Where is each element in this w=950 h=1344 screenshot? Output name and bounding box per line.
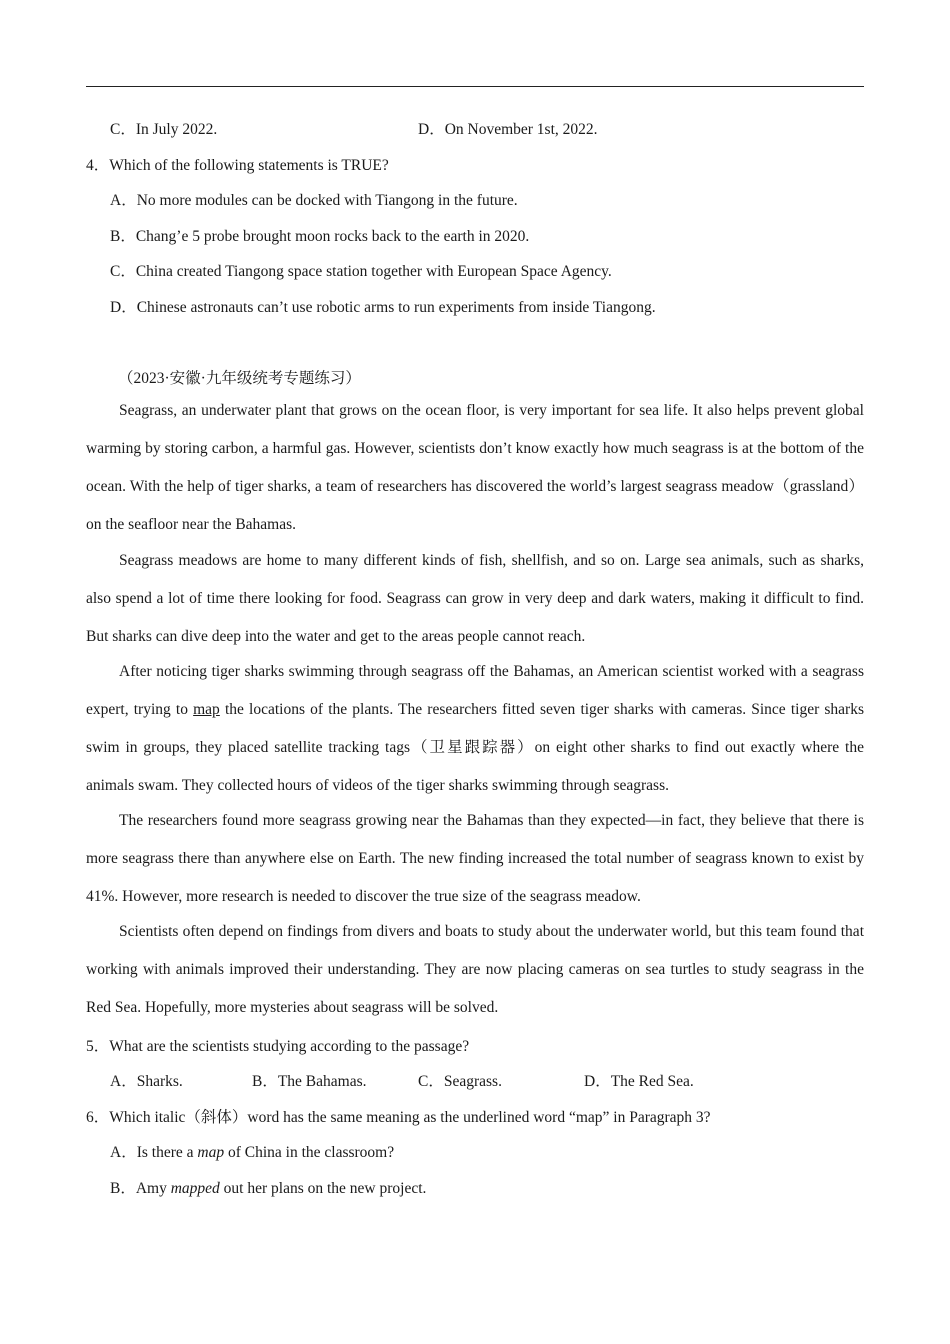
passage-source: （2023·安徽·九年级统考专题练习） <box>118 370 361 387</box>
q6-a-before: A．Is there a <box>110 1144 198 1161</box>
header-rule <box>86 86 864 87</box>
q4-option-c: C．China created Tiangong space station together with European Space Agency. <box>110 263 612 280</box>
q3-option-d: D．On November 1st, 2022. <box>418 121 598 138</box>
q6-b-italic-word: mapped <box>170 1180 220 1197</box>
p3-text-before: After noticing tiger sharks swimming through seagrass off the Bahamas, an American scientist worked with a seagrass expert, trying to <box>86 663 864 718</box>
q6-b-after: out her plans on the new project. <box>219 1180 427 1197</box>
q5-question: 5．What are the scientists studying according to the passage? <box>86 1038 470 1055</box>
q4-option-d: D．Chinese astronauts can’t use robotic arms to run experiments from inside Tiangong. <box>110 299 656 316</box>
q6-b-before: B．Amy <box>110 1180 171 1197</box>
underlined-word-map: map <box>193 701 220 718</box>
q3-option-c: C．In July 2022. <box>110 121 218 138</box>
passage-paragraph-4: The researchers found more seagrass growing near the Bahamas than they expected—in fact, they believe that there is more seagrass there than anywhere else on Earth. The new finding increased the total number of seagrass known to exist by 41%. However, more research is needed to discover the true size of the seagrass meadow. <box>86 812 864 905</box>
q4-question: 4．Which of the following statements is TRUE? <box>86 157 389 174</box>
q5-option-a: A．Sharks. <box>110 1073 183 1090</box>
q6-a-italic-word: map <box>197 1144 225 1161</box>
q6-option-b <box>110 1176 888 1198</box>
q4-option-b: B．Chang’e 5 probe brought moon rocks back to the earth in 2020. <box>110 228 530 245</box>
q6-option-a <box>110 1140 888 1162</box>
passage-paragraph-1: Seagrass, an underwater plant that grows on the ocean floor, is very important for sea life. It also helps prevent global warming by storing carbon, a harmful gas. However, scientists don’t know exactly how much seagrass is at the bottom of the ocean. With the help of tiger sharks, a team of researchers has discovered the world’s largest seagrass meadow（grassland）on the seafloor near the Bahamas. <box>86 402 864 533</box>
p3-text-after: the locations of the plants. The researchers fitted seven tiger sharks with cameras. Since tiger sharks swim in groups, they placed satellite tracking tags（卫星跟踪器）on eight other sharks to find out exactly where the animals swam. They collected hours of videos of the tiger sharks swimming through seagrass. <box>86 701 864 794</box>
passage-paragraph-5: Scientists often depend on findings from divers and boats to study about the underwater world, but this team found that working with animals improved their understanding. They are now placing cameras on sea turtles to study seagrass in the Red Sea. Hopefully, more mysteries about seagrass will be solved. <box>86 923 864 1016</box>
passage-paragraph-2: Seagrass meadows are home to many different kinds of fish, shellfish, and so on. Large sea animals, such as sharks, also spend a lot of time there looking for food. Seagrass can grow in very deep and dark waters, making it difficult to find. But sharks can dive deep into the water and get to the areas people cannot reach. <box>86 552 864 645</box>
passage-paragraph-3 <box>86 653 864 805</box>
q6-question: 6．Which italic（斜体）word has the same meaning as the underlined word “map” in Paragraph 3? <box>86 1109 711 1126</box>
q5-option-b: B．The Bahamas. <box>252 1073 367 1090</box>
q5-option-c: C．Seagrass. <box>418 1073 502 1090</box>
q4-option-a: A．No more modules can be docked with Tiangong in the future. <box>110 192 518 209</box>
q5-option-d: D．The Red Sea. <box>584 1073 694 1090</box>
q6-a-after: of China in the classroom? <box>224 1144 395 1161</box>
